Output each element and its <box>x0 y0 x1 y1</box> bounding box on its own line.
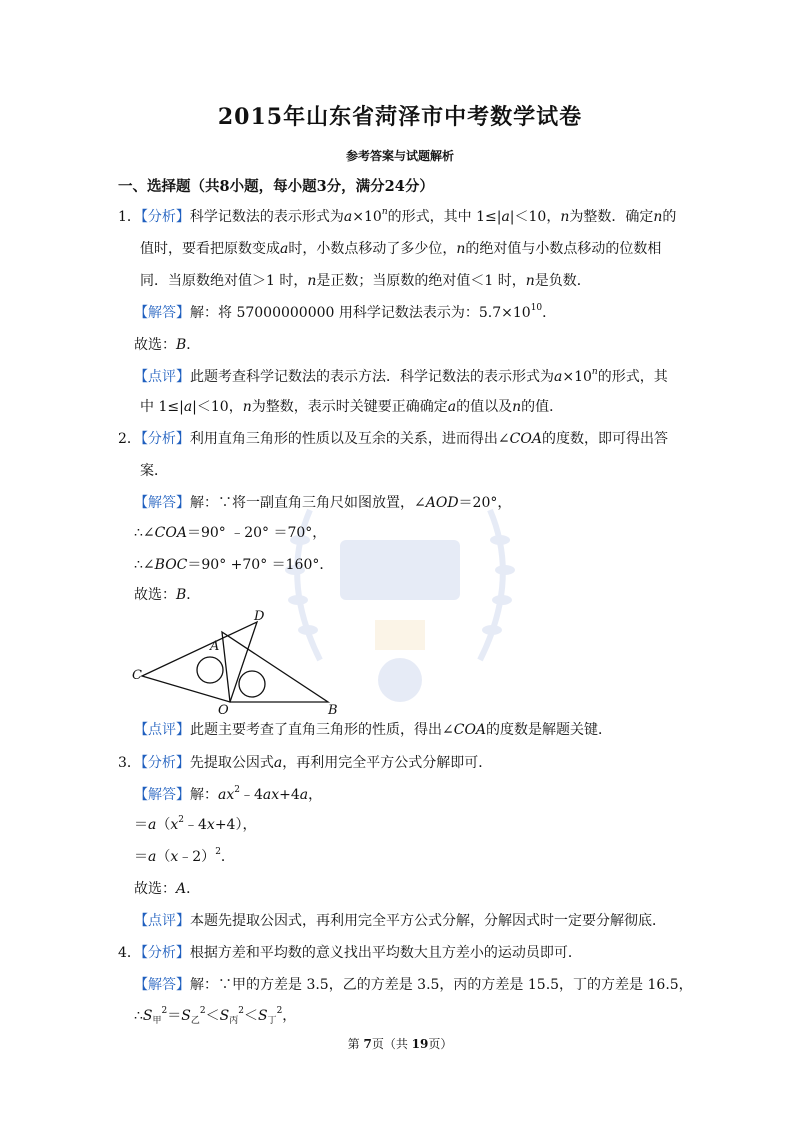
label-c: C <box>132 668 142 683</box>
section-heading: 一、选择题（共8小题，每小题3分，满分24分） <box>118 178 434 195</box>
q1-analysis-line-3: 同．当原数绝对值＞1 时，n是正数；当原数的绝对值＜1 时，n是负数． <box>140 273 591 289</box>
q1-comment-line-2: 中 1≤|a|＜10，n为整数，表示时关键要正确确定a的值以及n的值． <box>140 399 564 415</box>
answer-tag: 【解答】 <box>134 305 190 321</box>
q3-solution-line-1: 【解答】解：$ax^2﹣4ax+4a$， <box>134 785 323 803</box>
triangle-figure <box>132 604 352 716</box>
q1-analysis-line-1: 1．【分析】科学记数法的表示形式为$a\times 10^n$的形式，其中 1≤|a|＜10，n为整数．确定n的 <box>118 207 677 225</box>
q2-comment: 【点评】此题主要考查了直角三角形的性质，得出∠COA的度数是解题关键． <box>134 722 613 738</box>
q1-comment-line-1: 【点评】此题考查科学记数法的表示方法．科学记数法的表示形式为$a\times 10^n$的形式，其 <box>134 367 668 385</box>
q2-analysis-line-2: 案． <box>140 463 168 479</box>
analysis-tag: 【分析】 <box>140 209 190 225</box>
q3-analysis: 3．【分析】先提取公因式a，再利用完全平方公式分解即可． <box>118 755 493 771</box>
q2-choice: 故选：B． <box>134 587 201 603</box>
page-title: 2015年山东省菏泽市中考数学试卷 <box>217 104 583 130</box>
q1-solution-line: 【解答】解：将 57000000000 用科学记数法表示为：$5.7\times 10^{10}$． <box>134 303 557 321</box>
label-o: O <box>218 703 229 716</box>
page-subtitle: 参考答案与试题解析 <box>345 149 454 163</box>
label-b: B <box>328 703 338 716</box>
q3-choice: 故选：A． <box>134 881 201 897</box>
label-d: D <box>254 609 265 624</box>
comment-tag: 【点评】 <box>134 369 190 385</box>
q3-solution-line-2: $=a(x^2﹣4x+4)$， <box>134 815 257 833</box>
q2-solution-line-3: ∴∠BOC＝90° +70° ＝160°． <box>134 557 334 573</box>
q1-choice: 故选：B． <box>134 337 201 353</box>
question-number: 4． <box>118 945 141 961</box>
q3-comment: 【点评】本题先提取公因式，再利用完全平方公式分解，分解因式时一定要分解彻底． <box>134 913 666 929</box>
page-footer: 第 7页（共 19页） <box>347 1037 453 1051</box>
page-number: 7 <box>363 1037 372 1051</box>
q4-analysis: 4．【分析】根据方差和平均数的意义找出平均数大且方差小的运动员即可． <box>118 945 582 961</box>
question-number: 1． <box>118 209 141 225</box>
q3-solution-line-3: ＝a（x﹣2）$^2$． <box>134 847 235 865</box>
q2-solution-line-1: 【解答】解：∵将一副直角三角尺如图放置，∠AOD＝20°， <box>134 495 512 511</box>
q4-solution-line-2: $\therefore S_甲^2=S_乙^2<S_丙^2<S_丁^2$， <box>134 1006 297 1026</box>
question-number: 3． <box>118 755 141 771</box>
page-total: 19 <box>411 1037 429 1051</box>
label-a: A <box>210 639 220 654</box>
q2-solution-line-2: ∴∠COA＝90° ﹣20° ＝70°， <box>134 525 327 541</box>
q1-analysis-line-2: 值时，要看把原数变成a时，小数点移动了多少位，n的绝对值与小数点移动的位数相 <box>140 241 662 257</box>
q4-solution-line-1: 【解答】解：∵甲的方差是 3.5，乙的方差是 3.5，丙的方差是 15.5，丁的方差是 16.5， <box>134 977 693 993</box>
q2-analysis-line-1: 2．【分析】利用直角三角形的性质以及互余的关系，进而得出∠COA的度数，即可得出答 <box>118 431 668 447</box>
question-number: 2． <box>118 431 141 447</box>
